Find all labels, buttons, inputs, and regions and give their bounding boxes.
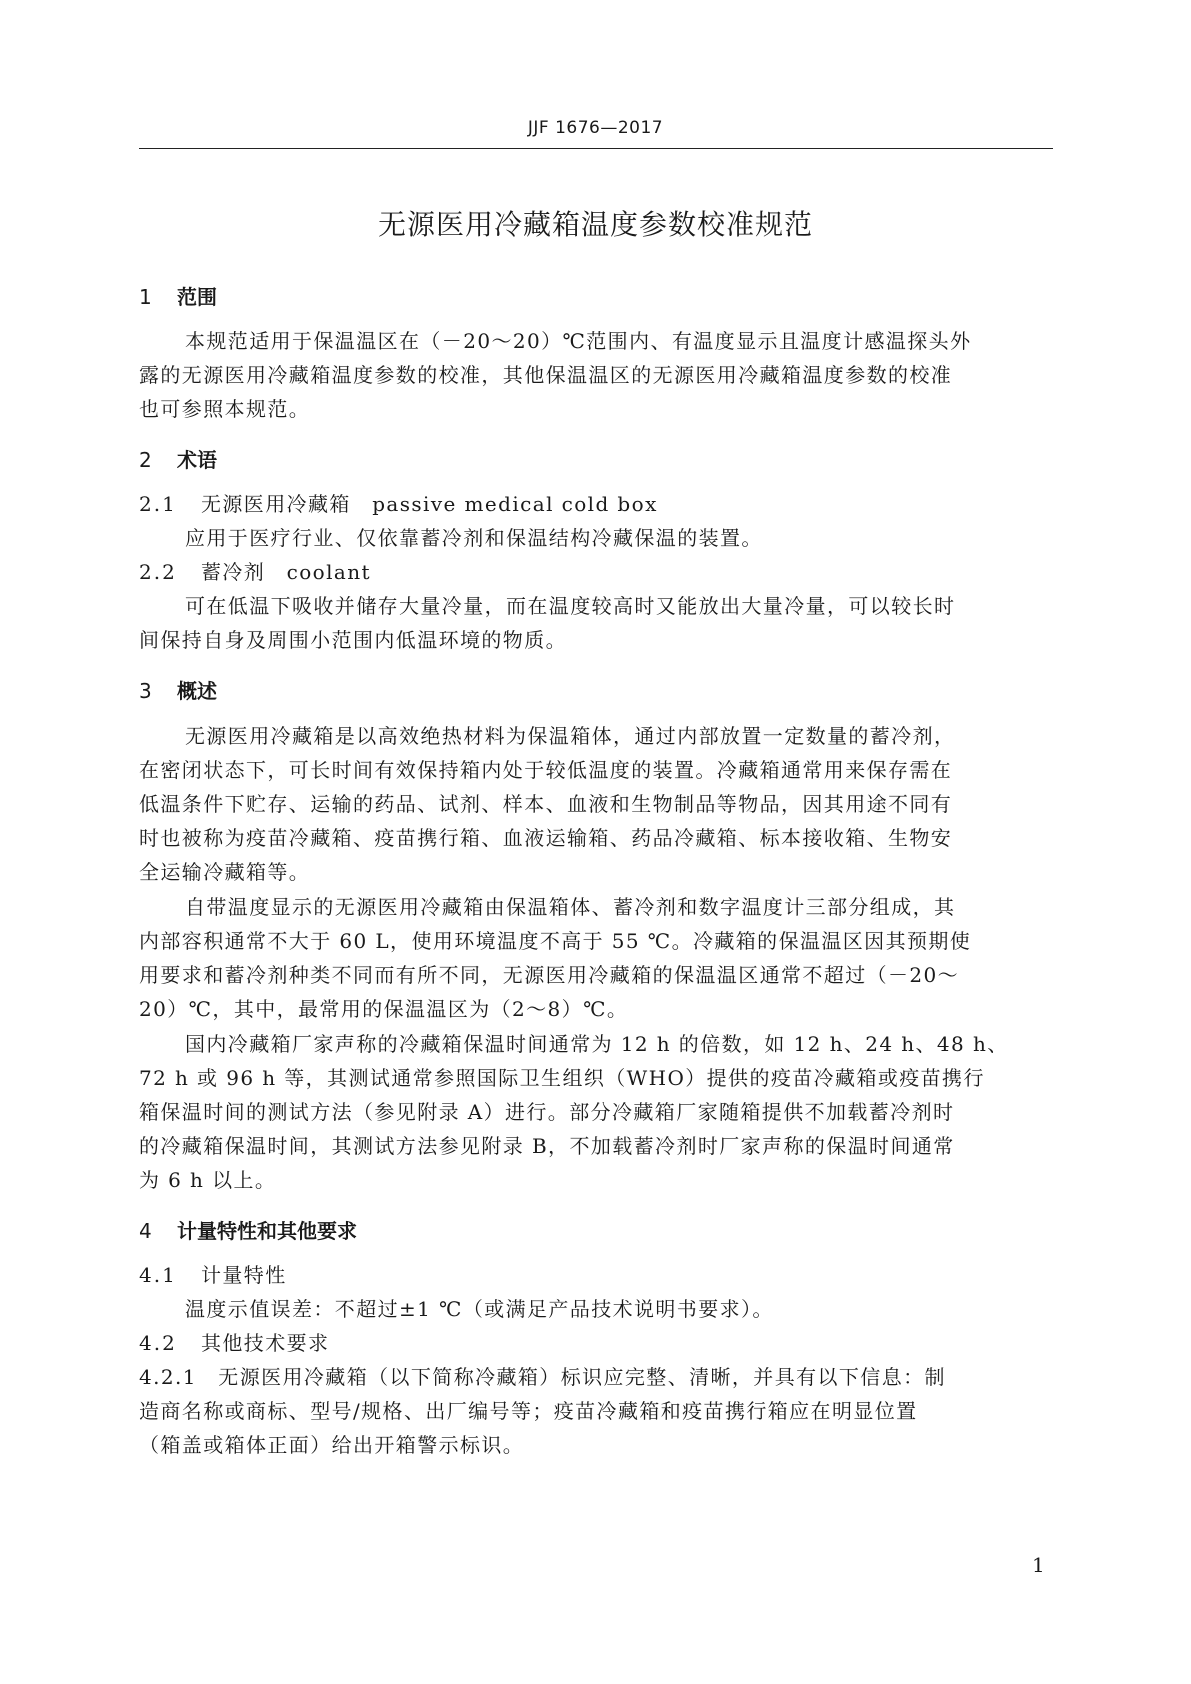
section-number: 4 [139, 1219, 152, 1243]
header-rule [139, 148, 1053, 149]
section-number: 2 [139, 448, 152, 472]
section-number: 3 [139, 679, 152, 703]
subsection-number: 4.1 [139, 1263, 177, 1287]
section-4-heading [139, 1215, 357, 1244]
document-title: 无源医用冷藏箱温度参数校准规范 [377, 208, 813, 241]
paragraph-line: （箱盖或箱体正面）给出开箱警示标识。 [139, 1433, 525, 1457]
paragraph-line: 时也被称为疫苗冷藏箱、疫苗携行箱、血液运输箱、药品冷藏箱、标本接收箱、生物安 [139, 826, 953, 850]
subsection-number: 2.1 [139, 492, 177, 516]
paragraph-line: 内部容积通常不大于 60 L，使用环境温度不高于 55 ℃。冷藏箱的保温温区因其预期使 [139, 929, 972, 953]
paragraph-line: 也可参照本规范。 [139, 397, 311, 421]
section-1-heading [139, 281, 217, 310]
page-number: 1 [1032, 1553, 1045, 1577]
paragraph-line: 在密闭状态下，可长时间有效保持箱内处于较低温度的装置。冷藏箱通常用来保存需在 [139, 758, 953, 782]
document-code-header: JJF 1676—2017 [527, 118, 664, 138]
term-definition: 应用于医疗行业、仅依靠蓄冷剂和保温结构冷藏保温的装置。 [185, 526, 763, 550]
paragraph-line: 造商名称或商标、型号/规格、出厂编号等；疫苗冷藏箱和疫苗携行箱应在明显位置 [139, 1399, 918, 1423]
term-label: 蓄冷剂 coolant [201, 560, 371, 584]
paragraph-line: 4.2.1 无源医用冷藏箱（以下简称冷藏箱）标识应完整、清晰，并具有以下信息：制 [139, 1365, 946, 1389]
term-definition: 间保持自身及周围小范围内低温环境的物质。 [139, 628, 567, 652]
paragraph-line: 无源医用冷藏箱是以高效绝热材料为保温箱体，通过内部放置一定数量的蓄冷剂， [185, 724, 956, 748]
subsection-4-1 [139, 1261, 1053, 1289]
paragraph-line: 国内冷藏箱厂家声称的冷藏箱保温时间通常为 12 h 的倍数，如 12 h、24 h、48 h、 [185, 1032, 1009, 1056]
subsection-label: 其他技术要求 [201, 1331, 330, 1355]
paragraph-line: 72 h 或 96 h 等，其测试通常参照国际卫生组织（WHO）提供的疫苗冷藏箱或疫苗携行 [139, 1066, 985, 1090]
section-number: 1 [139, 285, 152, 309]
section-label: 计量特性和其他要求 [177, 1219, 357, 1243]
paragraph-line: 20）℃，其中，最常用的保温温区为（2～8）℃。 [139, 997, 629, 1021]
subsection-number: 2.2 [139, 560, 177, 584]
paragraph-line: 为 6 h 以上。 [139, 1168, 277, 1192]
section-label: 范围 [177, 285, 217, 309]
paragraph-line: 自带温度显示的无源医用冷藏箱由保温箱体、蓄冷剂和数字温度计三部分组成，其 [185, 895, 956, 919]
paragraph-line: 露的无源医用冷藏箱温度参数的校准，其他保温温区的无源医用冷藏箱温度参数的校准 [139, 363, 953, 387]
section-label: 概述 [177, 679, 217, 703]
subsection-4-2 [139, 1329, 1053, 1357]
term-2-2 [139, 558, 1053, 586]
paragraph-line: 本规范适用于保温温区在（－20～20）℃范围内、有温度显示且温度计感温探头外 [185, 329, 972, 353]
term-label: 无源医用冷藏箱 passive medical cold box [201, 492, 658, 516]
term-2-1 [139, 490, 1053, 518]
subsection-label: 计量特性 [201, 1263, 287, 1287]
subsection-number: 4.2 [139, 1331, 177, 1355]
section-label: 术语 [177, 448, 217, 472]
section-2-heading [139, 444, 217, 473]
paragraph-line: 用要求和蓄冷剂种类不同而有所不同，无源医用冷藏箱的保温温区通常不超过（－20～ [139, 963, 960, 987]
term-definition: 可在低温下吸收并储存大量冷量，而在温度较高时又能放出大量冷量，可以较长时 [185, 594, 956, 618]
section-3-heading [139, 675, 217, 704]
paragraph-line: 的冷藏箱保温时间，其测试方法参见附录 B，不加载蓄冷剂时厂家声称的保温时间通常 [139, 1134, 955, 1158]
paragraph-line: 低温条件下贮存、运输的药品、试剂、样本、血液和生物制品等物品，因其用途不同有 [139, 792, 953, 816]
paragraph-line: 箱保温时间的测试方法（参见附录 A）进行。部分冷藏箱厂家随箱提供不加载蓄冷剂时 [139, 1100, 955, 1124]
paragraph-line: 温度示值误差：不超过±1 ℃（或满足产品技术说明书要求）。 [185, 1297, 774, 1321]
paragraph-line: 全运输冷藏箱等。 [139, 860, 311, 884]
